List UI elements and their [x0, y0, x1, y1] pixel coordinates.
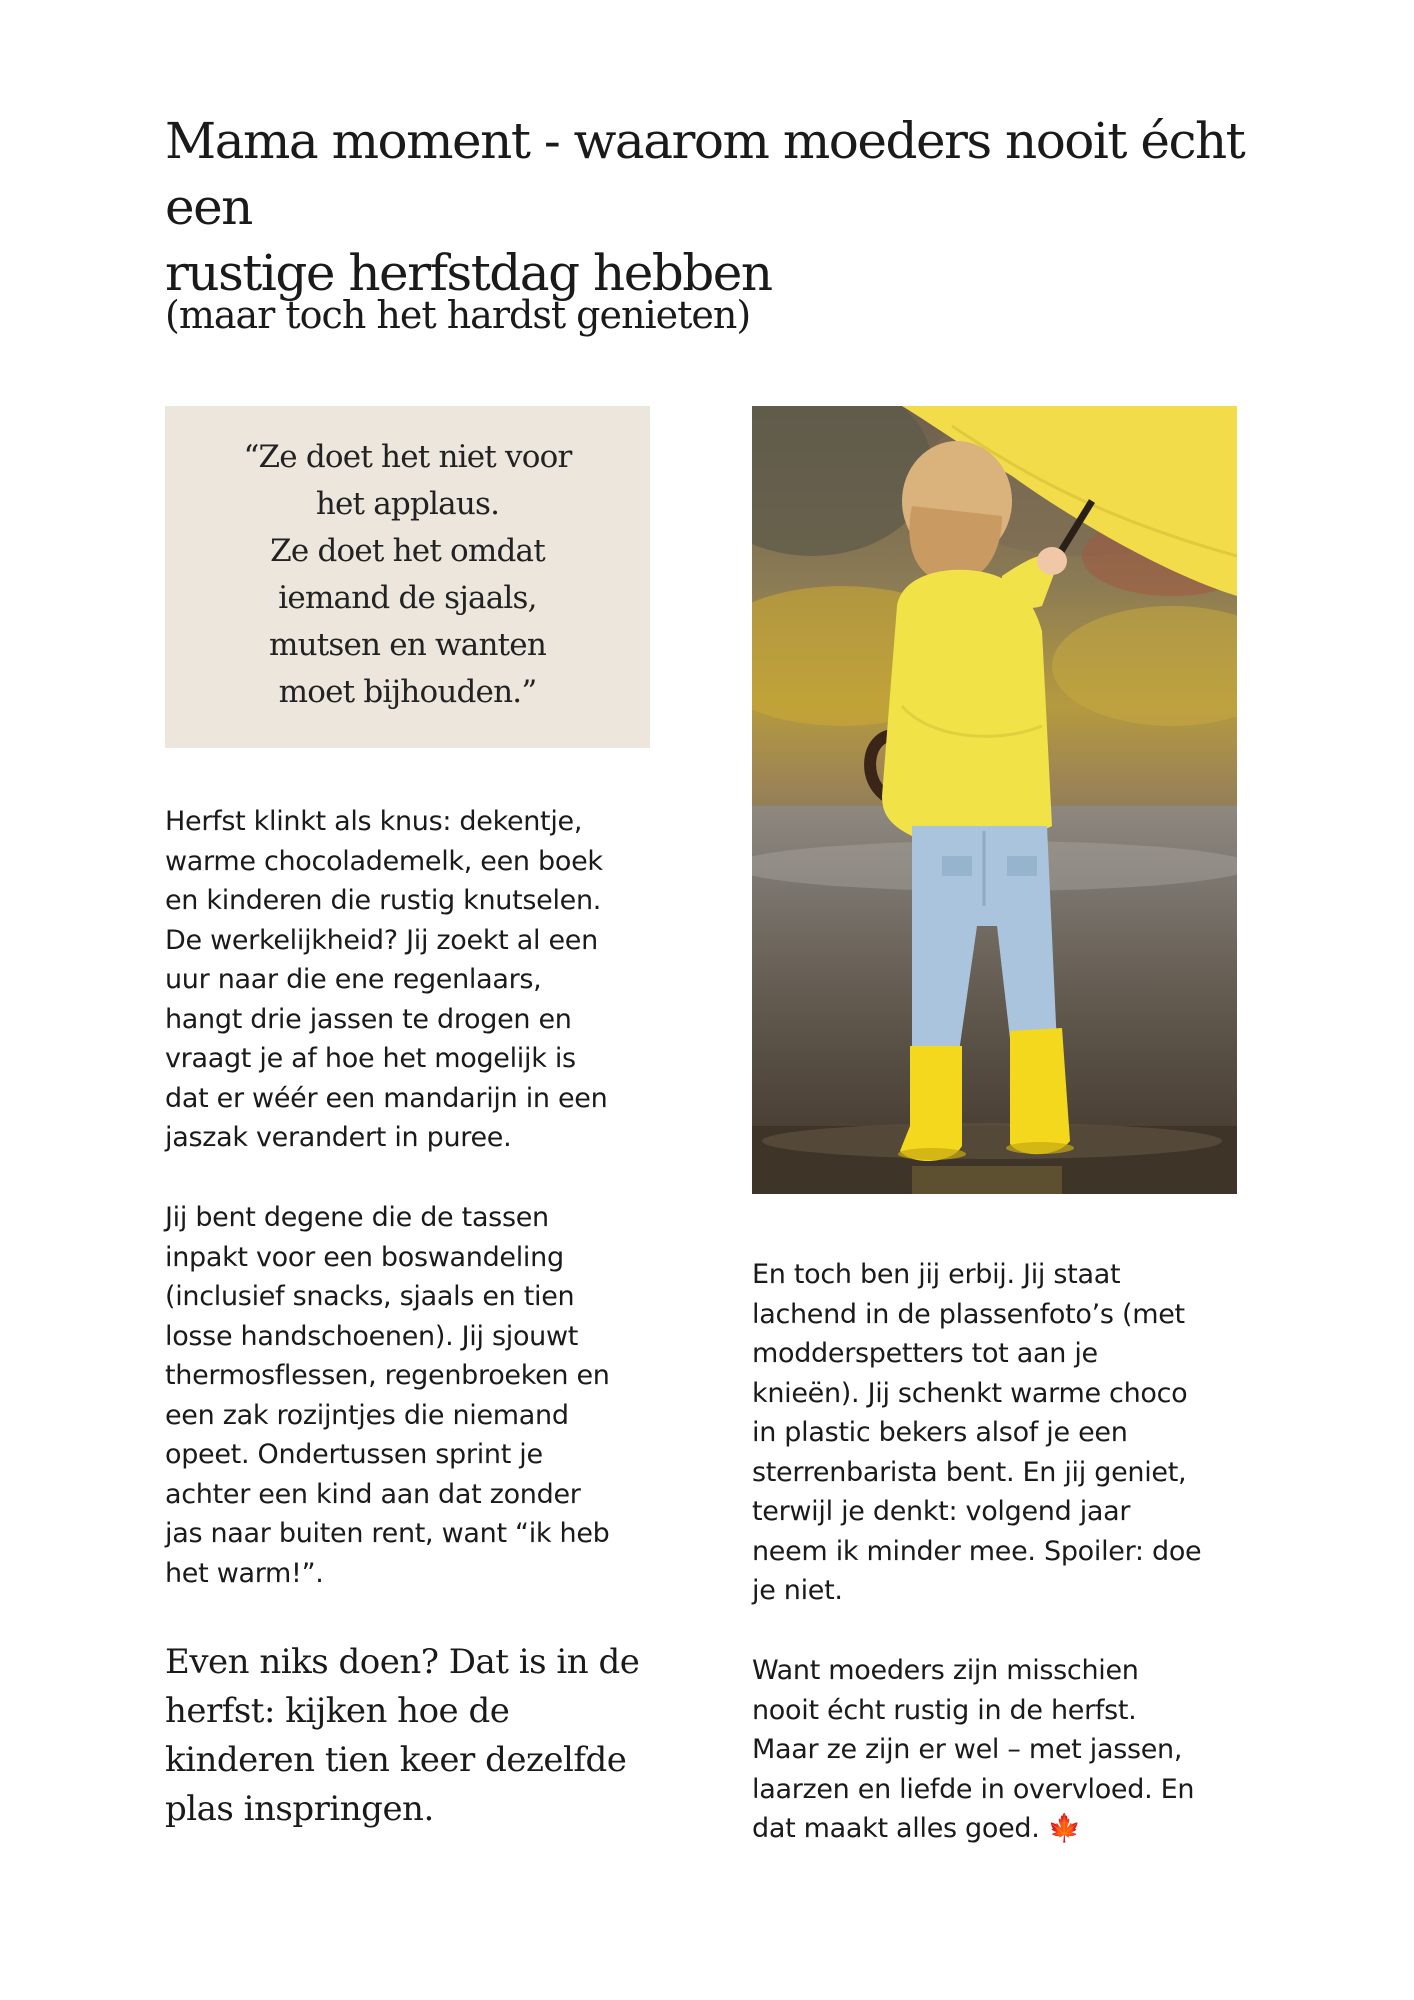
text-line: Maar ze zijn er wel – met jassen, [752, 1734, 1183, 1765]
title-line-1: Mama moment - waarom moeders nooit écht een [165, 112, 1245, 236]
quote-line: “Ze doet het niet voor [243, 439, 572, 475]
quote-line: iemand de sjaals, [278, 580, 537, 616]
text-line: (inclusief snacks, sjaals en tien [165, 1281, 575, 1312]
article-subtitle: (maar toch het hardst genieten) [165, 293, 751, 337]
left-paragraph-2 [165, 1198, 610, 1593]
text-line: terwijl je denkt: volgend jaar [752, 1496, 1131, 1527]
text-line: neem ik minder mee. Spoiler: doe [752, 1535, 1202, 1567]
text-line [752, 1809, 1194, 1849]
text-line: inpakt voor een boswandeling [165, 1241, 564, 1273]
right-paragraph-2 [752, 1651, 1194, 1849]
text-line: jaszak verandert in puree. [165, 1122, 512, 1153]
text-line: sterrenbarista bent. En jij geniet, [752, 1456, 1187, 1488]
text-line: losse handschoenen). Jij sjouwt [165, 1320, 579, 1352]
highlight-callout [165, 1638, 639, 1834]
text-line: thermosflessen, regenbroeken en [165, 1360, 610, 1391]
text-line: jas naar buiten rent, want “ik heb [165, 1518, 610, 1549]
text-line: een zak rozijntjes die niemand [165, 1399, 569, 1431]
text-line: achter een kind aan dat zonder [165, 1478, 581, 1510]
photo-illustration [752, 406, 1237, 1194]
text-line: De werkelijkheid? Jij zoekt al een [165, 924, 598, 956]
left-paragraph-1 [165, 802, 607, 1158]
text-line: hangt drie jassen te drogen en [165, 1003, 572, 1035]
callout-line: plas inspringen. [165, 1789, 434, 1829]
text-line: lachend in de plassenfoto’s (met [752, 1298, 1185, 1330]
callout-line: kinderen tien keer dezelfde [165, 1740, 627, 1780]
text-line: het warm!”. [165, 1557, 324, 1589]
callout-line: Even niks doen? Dat is in de [165, 1642, 640, 1682]
text-line: nooit écht rustig in de herfst. [752, 1694, 1137, 1726]
text-line: Jij bent degene die de tassen [165, 1202, 549, 1233]
maple-leaf-icon: 🍁 [1047, 1813, 1082, 1844]
text-line: opeet. Ondertussen sprint je [165, 1439, 543, 1470]
quote-line: mutsen en wanten [268, 627, 546, 663]
closing-text: dat maakt alles goed. [752, 1813, 1040, 1844]
text-line: en kinderen die rustig knutselen. [165, 885, 602, 916]
text-line: Want moeders zijn misschien [752, 1655, 1139, 1686]
child-umbrella-photo [752, 406, 1237, 1194]
text-line: je niet. [752, 1575, 843, 1606]
quote-line: Ze doet het omdat [270, 533, 545, 569]
text-line: Herfst klinkt als knus: dekentje, [165, 806, 583, 837]
text-line: warme chocolademelk, een boek [165, 845, 603, 877]
text-line: in plastic bekers alsof je een [752, 1417, 1128, 1448]
text-line: modderspetters tot aan je [752, 1338, 1098, 1369]
text-line: uur naar die ene regenlaars, [165, 964, 542, 995]
title-line-2: rustige herfstdag hebben [165, 244, 772, 302]
text-line: knieën). Jij schenkt warme choco [752, 1377, 1188, 1409]
text-line: dat er wéér een mandarijn in een [165, 1082, 608, 1114]
pull-quote-box [165, 406, 650, 748]
text-line: laarzen en liefde in overvloed. En [752, 1773, 1195, 1805]
quote-line: moet bijhouden.” [278, 674, 537, 710]
text-line: En toch ben jij erbij. Jij staat [752, 1259, 1121, 1290]
text-line: vraagt je af hoe het mogelijk is [165, 1043, 576, 1074]
quote-line: het applaus. [315, 486, 500, 522]
article-title [165, 108, 1285, 306]
callout-line: herfst: kijken hoe de [165, 1691, 510, 1731]
right-paragraph-1 [752, 1255, 1201, 1611]
